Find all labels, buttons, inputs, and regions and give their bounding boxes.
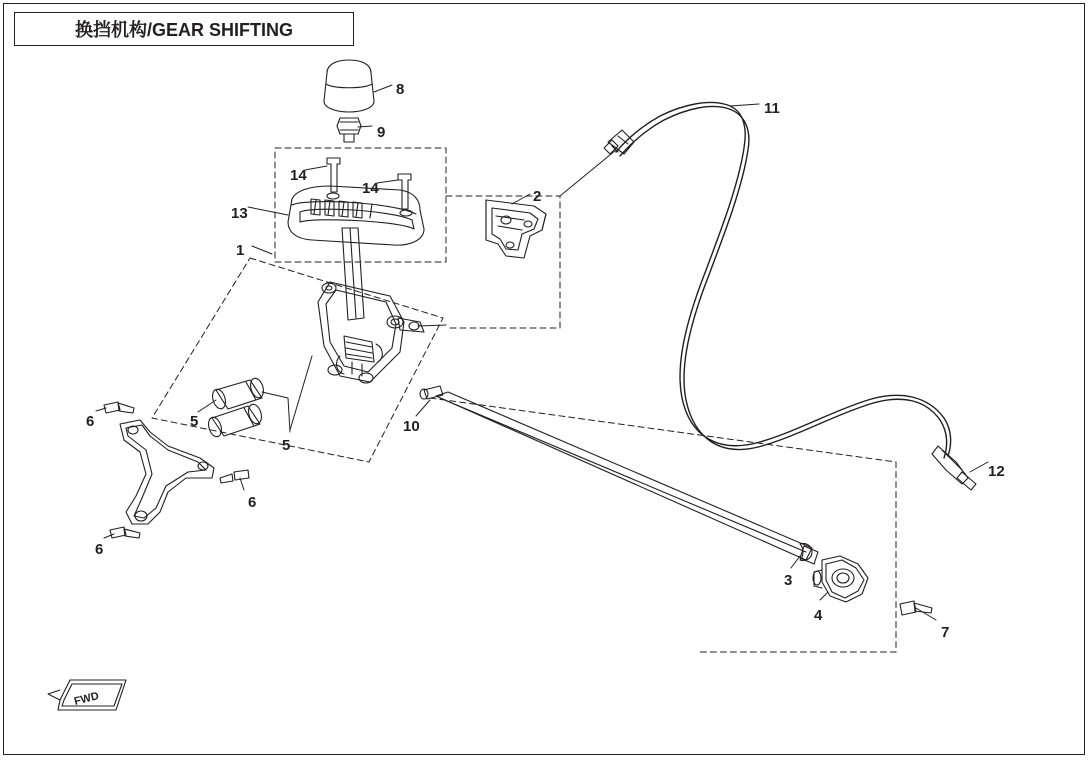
callout-14a: 14 xyxy=(290,167,307,184)
callout-5b: 5 xyxy=(282,437,291,454)
callout-10: 10 xyxy=(403,418,420,435)
callout-11: 11 xyxy=(764,100,780,117)
callout-14b: 14 xyxy=(362,180,379,197)
callout-5a: 5 xyxy=(190,413,199,430)
callout-6a: 6 xyxy=(86,413,95,430)
callout-1: 1 xyxy=(236,242,245,259)
callout-6b: 6 xyxy=(248,494,257,511)
callout-8: 8 xyxy=(396,81,405,98)
page-title: 换挡机构/GEAR SHIFTING xyxy=(75,20,294,40)
callout-6c: 6 xyxy=(95,541,104,558)
callout-12: 12 xyxy=(988,463,1005,480)
fwd-direction-label: FWD xyxy=(72,690,101,708)
callout-3: 3 xyxy=(784,572,793,589)
callout-7: 7 xyxy=(941,624,950,641)
callout-4: 4 xyxy=(814,607,823,624)
callout-13: 13 xyxy=(231,205,248,222)
callout-2: 2 xyxy=(533,188,542,205)
callout-9: 9 xyxy=(377,124,386,141)
